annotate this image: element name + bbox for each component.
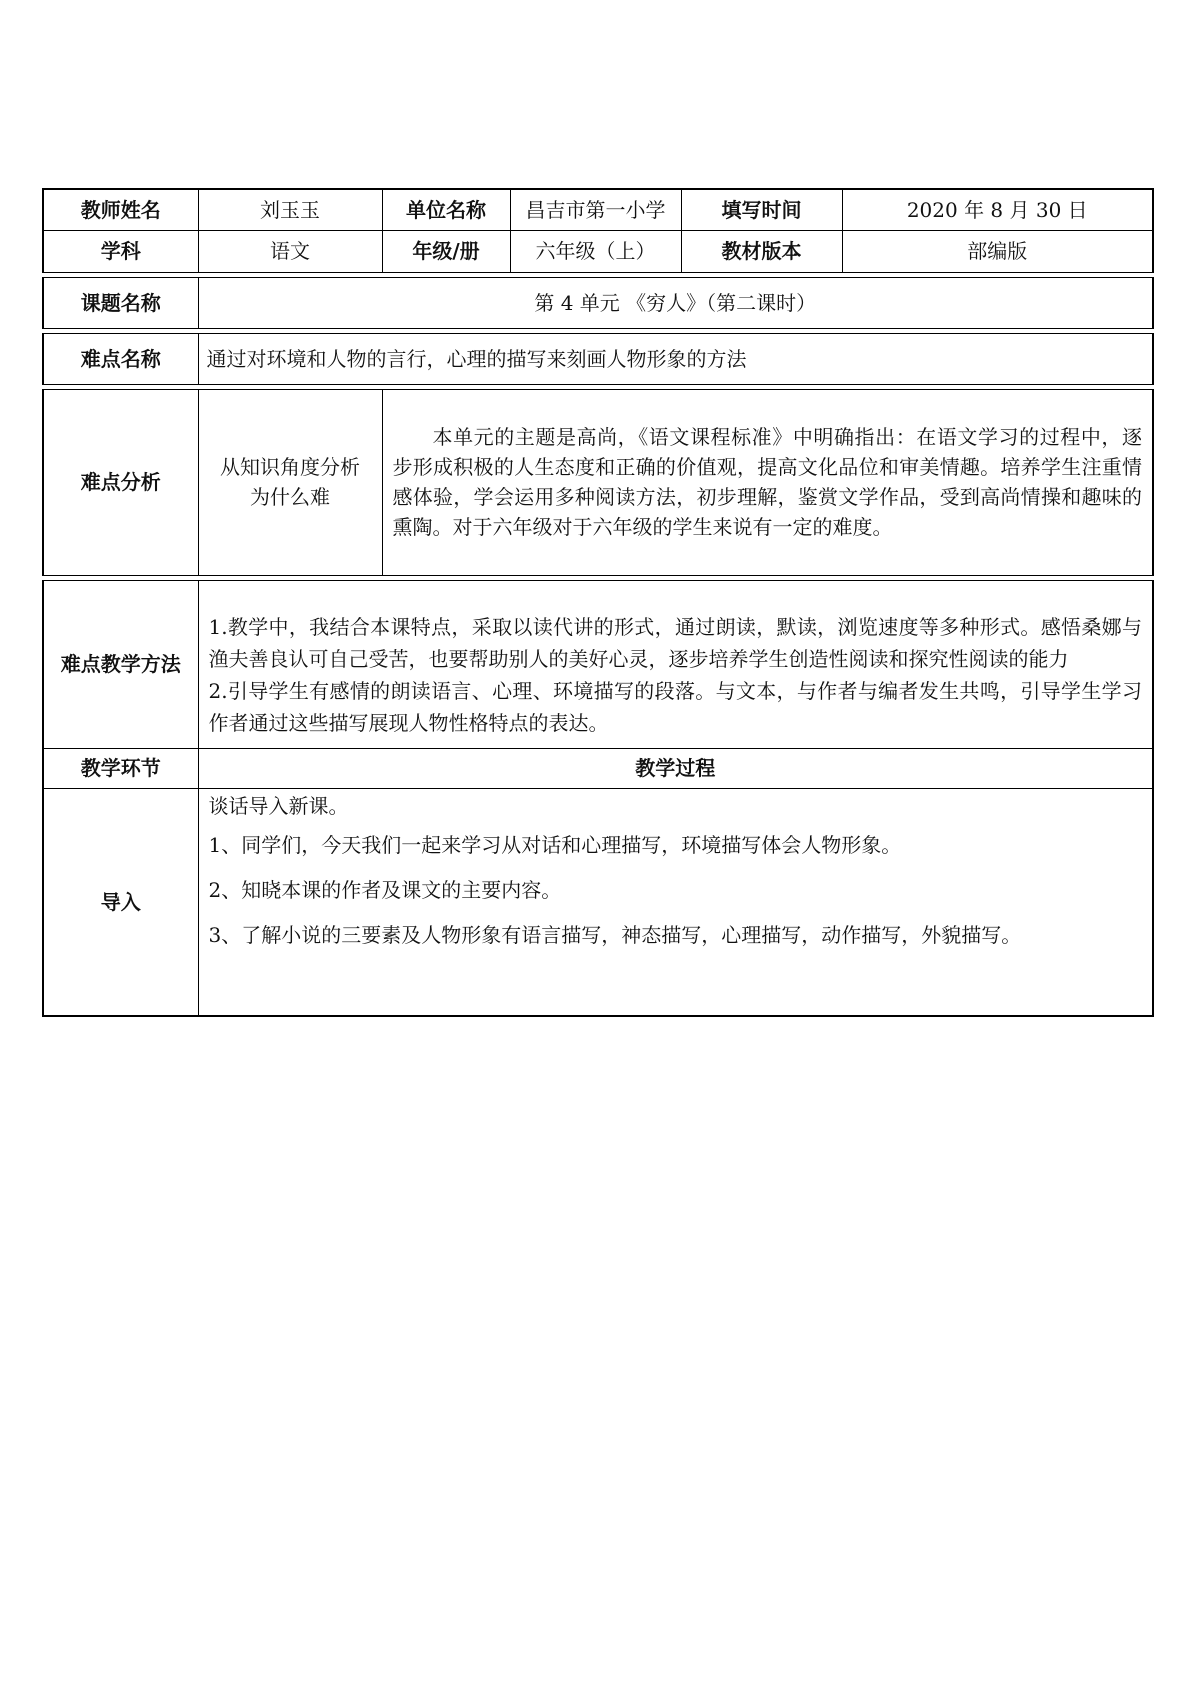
process-header-row — [43, 748, 1153, 788]
info-row-2 — [43, 230, 1153, 272]
time-value: 2020 年 8 月 30 日 — [842, 189, 1153, 230]
edition-value: 部编版 — [842, 230, 1153, 272]
intro-line-3: 2、知晓本课的作者及课文的主要内容。 — [208, 877, 562, 902]
intro-line-1: 谈话导入新课。 — [208, 793, 349, 818]
difficulty-row — [43, 333, 1153, 384]
topic-label: 课题名称 — [43, 277, 198, 328]
grade-label: 年级/册 — [382, 230, 510, 272]
unit-label: 单位名称 — [382, 189, 510, 230]
edition-label: 教材版本 — [681, 230, 842, 272]
analysis-row — [43, 389, 1153, 575]
subject-label: 学科 — [43, 230, 198, 272]
grade-value: 六年级（上） — [510, 230, 681, 272]
info-row-1 — [43, 189, 1153, 230]
intro-row — [43, 788, 1153, 1016]
unit-value: 昌吉市第一小学 — [510, 189, 681, 230]
time-label: 填写时间 — [681, 189, 842, 230]
lesson-plan-table — [42, 188, 1154, 1017]
method-item-1: 1.教学中，我结合本课特点，采取以读代讲的形式，通过朗读，默读，浏览速度等多种形式。感悟桑娜与渔夫善良认可自己受苦，也要帮助别人的美好心灵，逐步培养学生创造性阅读和探究性阅读的能力 — [208, 615, 1142, 671]
intro-line-2: 1、同学们，今天我们一起来学习从对话和心理描写，环境描写体会人物形象。 — [208, 832, 902, 857]
difficulty-value: 通过对环境和人物的言行，心理的描写来刻画人物形象的方法 — [198, 333, 1153, 384]
method-row — [43, 580, 1153, 748]
intro-label: 导入 — [43, 788, 198, 1016]
teacher-value: 刘玉玉 — [198, 189, 382, 230]
intro-content — [198, 788, 1153, 1016]
method-label: 难点教学方法 — [43, 580, 198, 748]
analysis-label: 难点分析 — [43, 389, 198, 575]
analysis-sub-label: 从知识角度分析为什么难 — [198, 389, 382, 575]
process-label: 教学过程 — [198, 748, 1153, 788]
analysis-text: 本单元的主题是高尚，《语文课程标准》中明确指出：在语文学习的过程中，逐步形成积极的人生态度和正确的价值观，提高文化品位和审美情趣。培养学生注重情感体验，学会运用多种阅读方法，初步理解，鉴赏文学作品，受到高尚情操和趣味的熏陶。对于六年级对于六年级的学生来说有一定的难度。 — [382, 389, 1153, 575]
method-item-2: 2.引导学生有感情的朗读语言、心理、环境描写的段落。与文本，与作者与编者发生共鸣，引导学生学习作者通过这些描写展现人物性格特点的表达。 — [208, 679, 1142, 735]
method-content — [198, 580, 1153, 748]
teacher-label: 教师姓名 — [43, 189, 198, 230]
topic-row — [43, 277, 1153, 328]
difficulty-label: 难点名称 — [43, 333, 198, 384]
subject-value: 语文 — [198, 230, 382, 272]
stage-label: 教学环节 — [43, 748, 198, 788]
intro-line-4: 3、了解小说的三要素及人物形象有语言描写，神态描写，心理描写，动作描写，外貌描写。 — [208, 922, 1022, 947]
lesson-plan-sheet — [42, 188, 1152, 1017]
topic-value: 第 4 单元 《穷人》（第二课时） — [198, 277, 1153, 328]
